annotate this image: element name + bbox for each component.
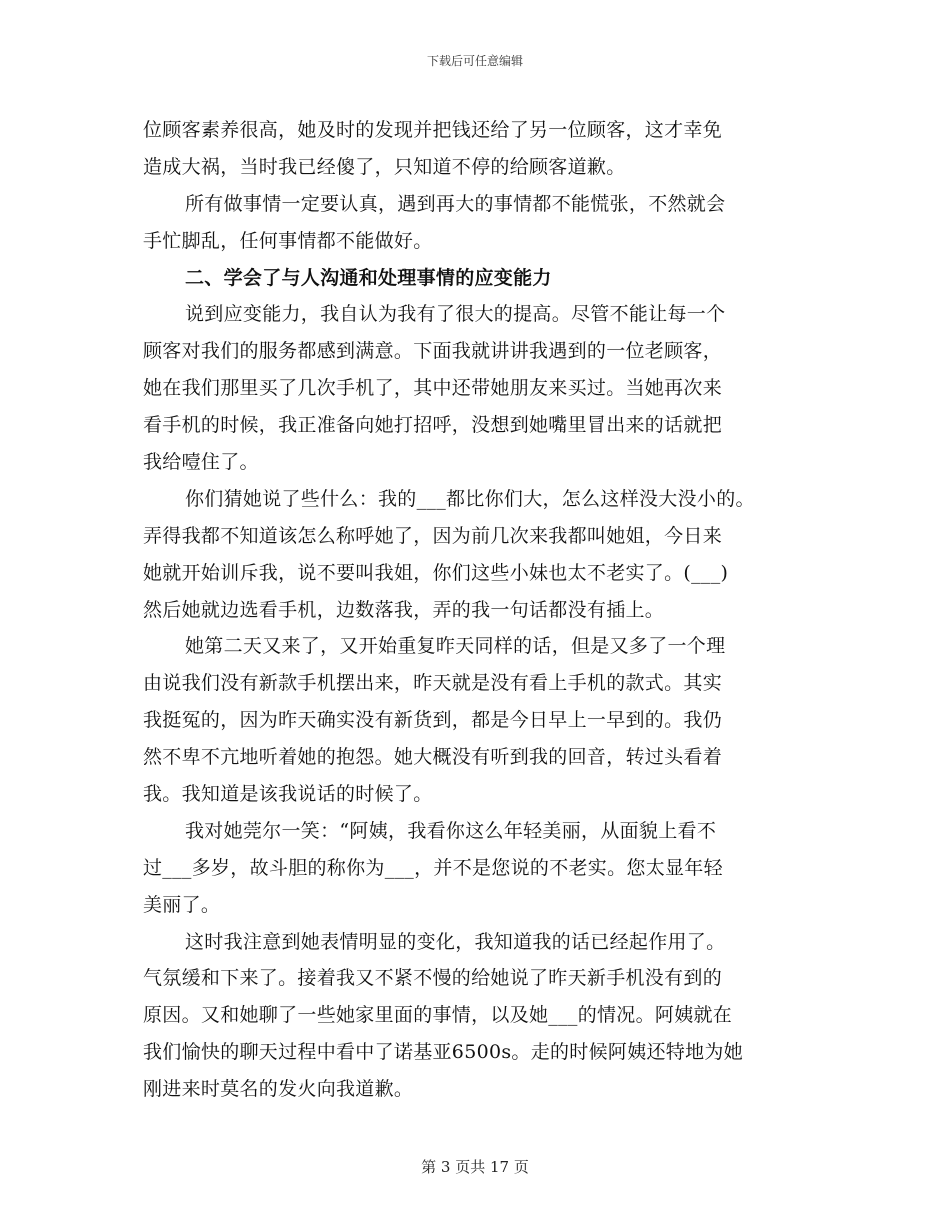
text-line: 气氛缓和下来了。接着我又不紧不慢的给她说了昨天新手机没有到的 [143,967,723,990]
text-line: 然后她就边选看手机，边数落我，弄的我一句话都没有插上。 [143,598,665,621]
text-line: 然不卑不亢地听着她的抱怨。她大概没有听到我的回音，转过头看着 [143,746,723,769]
section-heading: 二、学会了与人沟通和处理事情的应变能力 [185,266,552,289]
document-body [143,112,813,1108]
text-line: 手忙脚乱，任何事情都不能做好。 [143,229,433,252]
paragraph-start: 说到应变能力，我自认为我有了很大的提高。尽管不能让每一个 [185,303,726,326]
text-line: 看手机的时候，我正准备向她打招呼，没想到她嘴里冒出来的话就把 [143,414,723,437]
text-line: 我给噎住了。 [143,451,259,474]
text-line: 我挺冤的，因为昨天确实没有新货到，都是今日早上一早到的。我仍 [143,709,723,732]
text-line: 美丽了。 [143,893,221,916]
text-line: 位顾客素养很高，她及时的发现并把钱还给了另一位顾客，这才幸免 [143,119,723,141]
text-line: 由说我们没有新款手机摆出来，昨天就是没有看上手机的款式。其实 [143,672,723,695]
text-line: 过___多岁，故斗胆的称你为___，并不是您说的不老实。您太显年轻 [143,856,723,879]
text-line: 弄得我都不知道该怎么称呼她了，因为前几次来我都叫她姐，今日来 [143,524,723,547]
text-line: 顾客对我们的服务都感到满意。下面我就讲讲我遇到的一位老顾客， [143,340,723,363]
text-line: 刚进来时莫名的发火向我道歉。 [143,1078,414,1101]
paragraph-start: 这时我注意到她表情明显的变化，我知道我的话已经起作用了。 [185,930,726,953]
text-line: 她就开始训斥我，说不要叫我姐，你们这些小妹也太不老实了。(___) [143,561,729,584]
paragraph-start: 所有做事情一定要认真，遇到再大的事情都不能慌张，不然就会 [185,192,726,215]
paragraph-start: 我对她莞尔一笑：“阿姨，我看你这么年轻美丽，从面貌上看不 [185,819,717,842]
page-header: 下载后可任意编辑 [426,54,523,68]
text-line: 我们愉快的聊天过程中看中了诺基亚6500s。走的时候阿姨还特地为她 [143,1041,744,1064]
text-line: 造成大祸，当时我已经傻了，只知道不停的给顾客道歉。 [143,155,626,178]
paragraph-start: 她第二天又来了，又开始重复昨天同样的话，但是又多了一个理 [185,635,726,658]
page-footer: 第 3 页共 17 页 [421,1158,529,1176]
text-line: 我。我知道是该我说话的时候了。 [143,783,433,806]
paragraph-start: 你们猜她说了些什么：我的___都比你们大，怎么这样没大没小的。 [185,487,755,510]
text-line: 原因。又和她聊了一些她家里面的事情，以及她___的情况。阿姨就在 [143,1004,733,1027]
text-line: 她在我们那里买了几次手机了，其中还带她朋友来买过。当她再次来 [143,377,723,400]
